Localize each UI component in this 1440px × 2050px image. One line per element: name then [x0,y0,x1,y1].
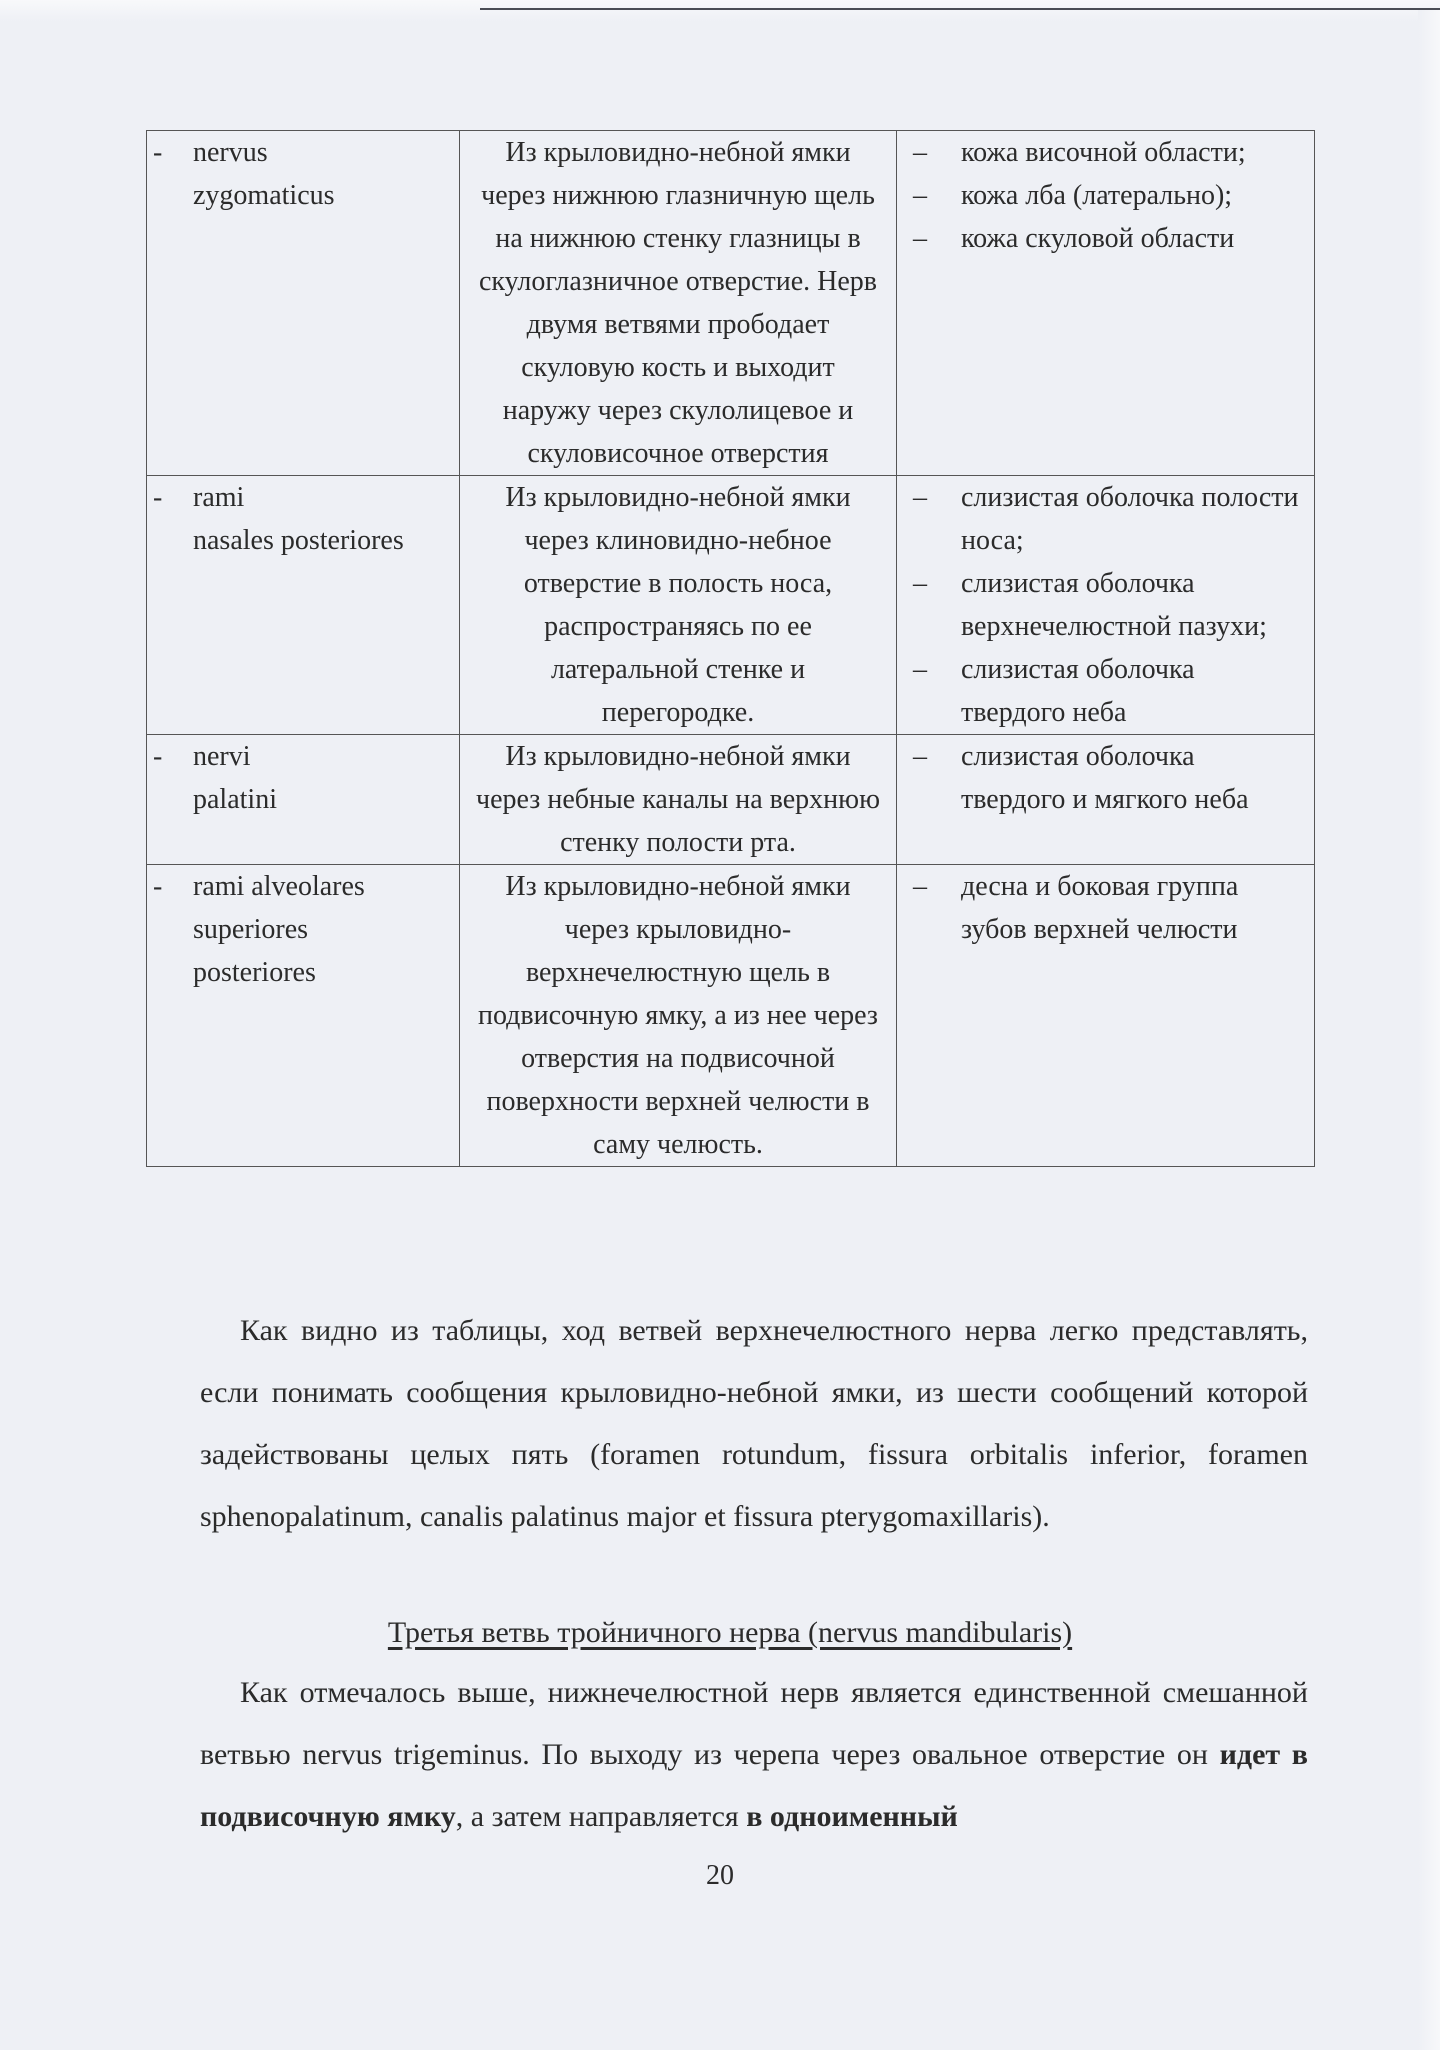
nerve-name: rami alveolares superiores posteriores [193,871,365,988]
targets-list [897,476,1314,734]
course-text: Из крыловидно-небной ямки через крыловидно-верхнечелюстную щель в подвисочную ямку, а из нее через отверстия на подвисочной поверхности верхней челюсти в саму челюсть. [478,871,878,1160]
targets-cell [897,865,1315,1167]
target-dash: – [913,654,927,685]
page-number: 20 [706,1860,734,1891]
target-text: слизистая оболочка твердого неба [961,654,1195,728]
course-cell [460,865,897,1167]
targets-cell [897,735,1315,865]
target-item [909,131,1304,174]
target-item [909,865,1304,951]
target-item [909,217,1304,260]
course-cell [460,735,897,865]
scan-top-edge [0,0,1440,22]
targets-list [897,865,1314,951]
target-dash: – [913,137,927,168]
course-cell [460,131,897,476]
target-text: слизистая оболочка полости носа; [961,482,1299,556]
target-text: десна и боковая группа зубов верхней челюсти [961,871,1239,945]
table-row [147,476,1315,735]
paragraph-bold-b: в одноименный [746,1800,958,1833]
targets-cell [897,476,1315,735]
table-row [147,865,1315,1167]
name-dash: - [153,871,163,902]
paragraph-bold-a: идет в подвисочную ямку [200,1738,1308,1833]
nerve-name: nervus zygomaticus [193,137,335,211]
target-dash: – [913,568,927,599]
targets-list [897,735,1314,821]
target-dash: – [913,180,927,211]
nerve-branches-table [146,130,1315,1167]
target-text: кожа височной области; [961,137,1246,168]
target-text: кожа скуловой области [961,223,1235,254]
target-text: кожа лба (латерально); [961,180,1233,211]
nerve-name: nervi palatini [193,741,277,815]
name-dash: - [153,137,163,168]
section-heading: Третья ветвь тройничного нерва (nervus mandibularis) [387,1616,1073,1649]
course-text: Из крыловидно-небной ямки через клиновидно-небное отверстие в полость носа, распространяясь по ее латеральной стенке и перегородке. [505,482,851,728]
nerve-name-cell [147,131,460,476]
target-text: слизистая оболочка верхнечелюстной пазухи; [961,568,1267,642]
target-item [909,174,1304,217]
nerve-name-cell [147,476,460,735]
target-item [909,476,1304,562]
targets-cell [897,131,1315,476]
mandibular-paragraph [200,1662,1308,1848]
target-dash: – [913,871,927,902]
target-dash: – [913,482,927,513]
target-dash: – [913,741,927,772]
target-item [909,562,1304,648]
course-text: Из крыловидно-небной ямки через небные каналы на верхнюю стенку полости рта. [476,741,880,858]
target-text: слизистая оболочка твердого и мягкого неба [961,741,1249,815]
paragraph-text-a: Как отмечалось выше, нижнечелюстной нерв является единственной смешанной ветвью nervus trigeminus. По выходу из черепа через овальное отверстие он [200,1676,1308,1771]
paragraph-text-b: , а затем направляется [455,1800,747,1833]
table-row [147,735,1315,865]
summary-paragraph: Как видно из таблицы, ход ветвей верхнечелюстного нерва легко представлять, если понимать сообщения крыловидно-небной ямки, из шести сообщений которой задействованы целых пять (foramen rotundum, fissura orbitalis inferior, foramen sphenopalatinum, canalis palatinus major et fissura pterygomaxillaris). [200,1314,1308,1533]
scan-right-edge [1418,10,1440,2050]
name-dash: - [153,482,163,513]
target-item [909,648,1304,734]
table-row [147,131,1315,476]
course-text: Из крыловидно-небной ямки через нижнюю глазничную щель на нижнюю стенку глазницы в скулоглазничное отверстие. Нерв двумя ветвями прободает скуловую кость и выходит наружу через скулолицевое и скуловисочное отверстия [478,137,877,469]
target-item [909,735,1304,821]
target-dash: – [913,223,927,254]
nerve-name: rami nasales posteriores [193,482,404,556]
name-dash: - [153,741,163,772]
course-cell [460,476,897,735]
targets-list [897,131,1314,260]
nerve-name-cell [147,865,460,1167]
nerve-name-cell [147,735,460,865]
